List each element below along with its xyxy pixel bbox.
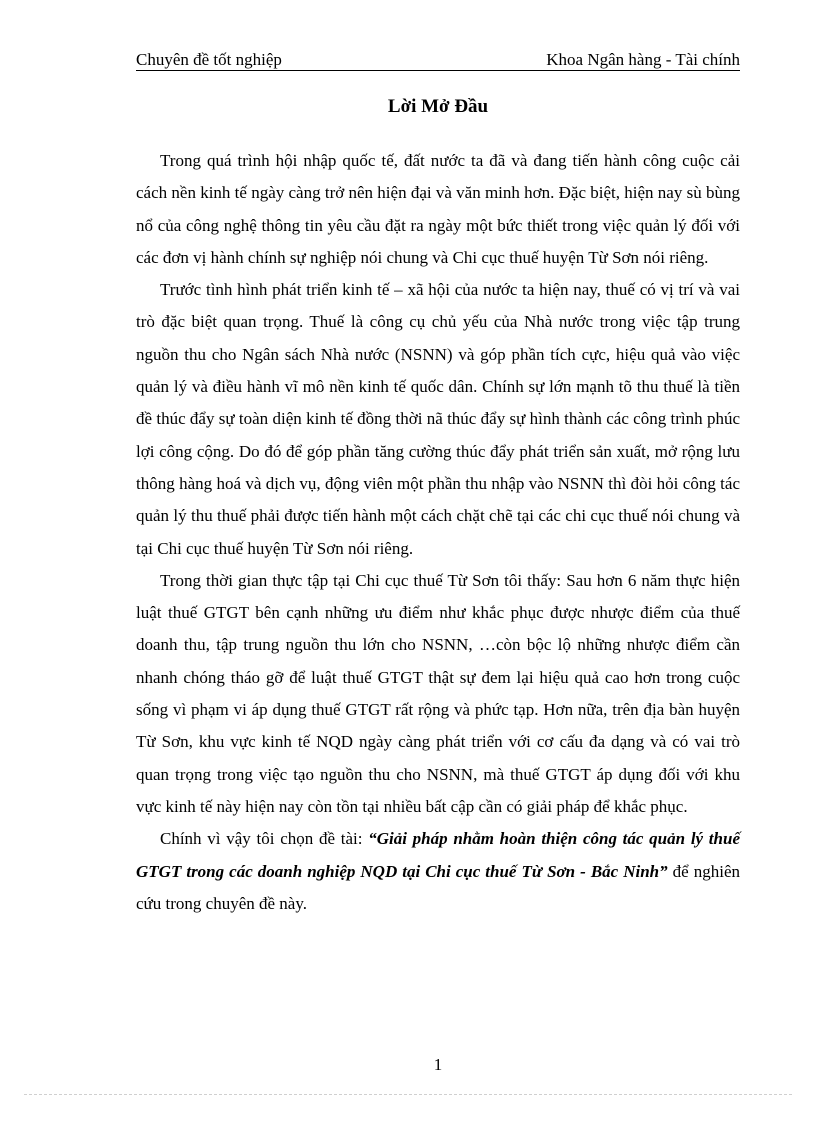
header-divider (136, 70, 740, 71)
document-body (136, 145, 740, 920)
document-title: Lời Mở Đầu (387, 96, 489, 117)
paragraph-1: Trong quá trình hội nhập quốc tế, đất nước ta đã và đang tiến hành công cuộc cải cách nền kinh tế ngày càng trở nên hiện đại và văn minh hơn. Đặc biệt, hiện nay sù bùng nổ của công nghệ thông tin yêu cầu đặt ra ngày một bức thiết trong việc quản lý đối với các đơn vị hành chính sự nghiệp nói chung và Chi cục thuế huyện Từ Sơn nói riêng. (136, 151, 740, 267)
thesis-topic: “Giải pháp nhằm hoàn thiện công tác quản lý thuế GTGT trong các doanh nghiệp NQD tại Chi cục thuế Từ Sơn - Bắc Ninh” (136, 829, 740, 881)
closing-tail: để nghiên cứu trong chuyên đề này. (136, 861, 740, 913)
page-number: 1 (433, 1055, 443, 1074)
header-left-text: Chuyên đề tốt nghiệp (136, 50, 282, 69)
paragraph-closing (136, 823, 740, 920)
paragraph-3: Trong thời gian thực tập tại Chi cục thuế Từ Sơn tôi thấy: Sau hơn 6 năm thực hiện luật thuế GTGT bên cạnh những ưu điểm như khắc phục được nhược điểm của thuế doanh thu, tập trung nguồn thu lớn cho NSNN, …còn bộc lộ những nhược điểm cần nhanh chóng tháo gỡ để luật thuế GTGT thật sự đem lại hiệu quả cao hơn trong cuộc sống vì phạm vi áp dụng thuế GTGT rất rộng và phức tạp. Hơn nữa, trên địa bàn huyện Từ Sơn, khu vực kinh tế NQD ngày càng phát triển với cơ cấu đa dạng và có vai trò quan trọng trong việc tạo nguồn thu cho NSNN, mà thuế GTGT áp dụng đối với khu vực kinh tế này hiện nay còn tồn tại nhiều bất cập cần có giải pháp để khắc phục. (136, 570, 740, 816)
header-right-text: Khoa Ngân hàng - Tài chính (546, 50, 740, 69)
page-bottom-border (24, 1094, 792, 1095)
paragraph-2: Trước tình hình phát triển kinh tế – xã hội của nước ta hiện nay, thuế có vị trí và vai trò đặc biệt quan trọng. Thuế là công cụ chủ yếu của Nhà nước trong việc tập trung nguồn thu cho Ngân sách Nhà nước (NSNN) và góp phần tích cực, hiệu quả vào việc quản lý và điều hành vĩ mô nền kinh tế quốc dân. Chính sự lớn mạnh tõ thu thuế là tiền đề thúc đẩy sự toàn diện kinh tế đồng thời nã thúc đẩy sự hình thành các công trình phúc lợi công cộng. Do đó để góp phần tăng cường thúc đẩy phát triển sản xuất, mở rộng lưu thông hàng hoá và dịch vụ, động viên một phần thu nhập vào NSNN thì đòi hỏi công tác quản lý thu thuế phải được tiến hành một cách chặt chẽ tại các chi cục thuế nói chung và tại Chi cục thuế huyện Từ Sơn nói riêng. (136, 280, 740, 558)
page-header (136, 48, 740, 72)
closing-lead: Chính vì vậy tôi chọn đề tài: (160, 829, 369, 849)
